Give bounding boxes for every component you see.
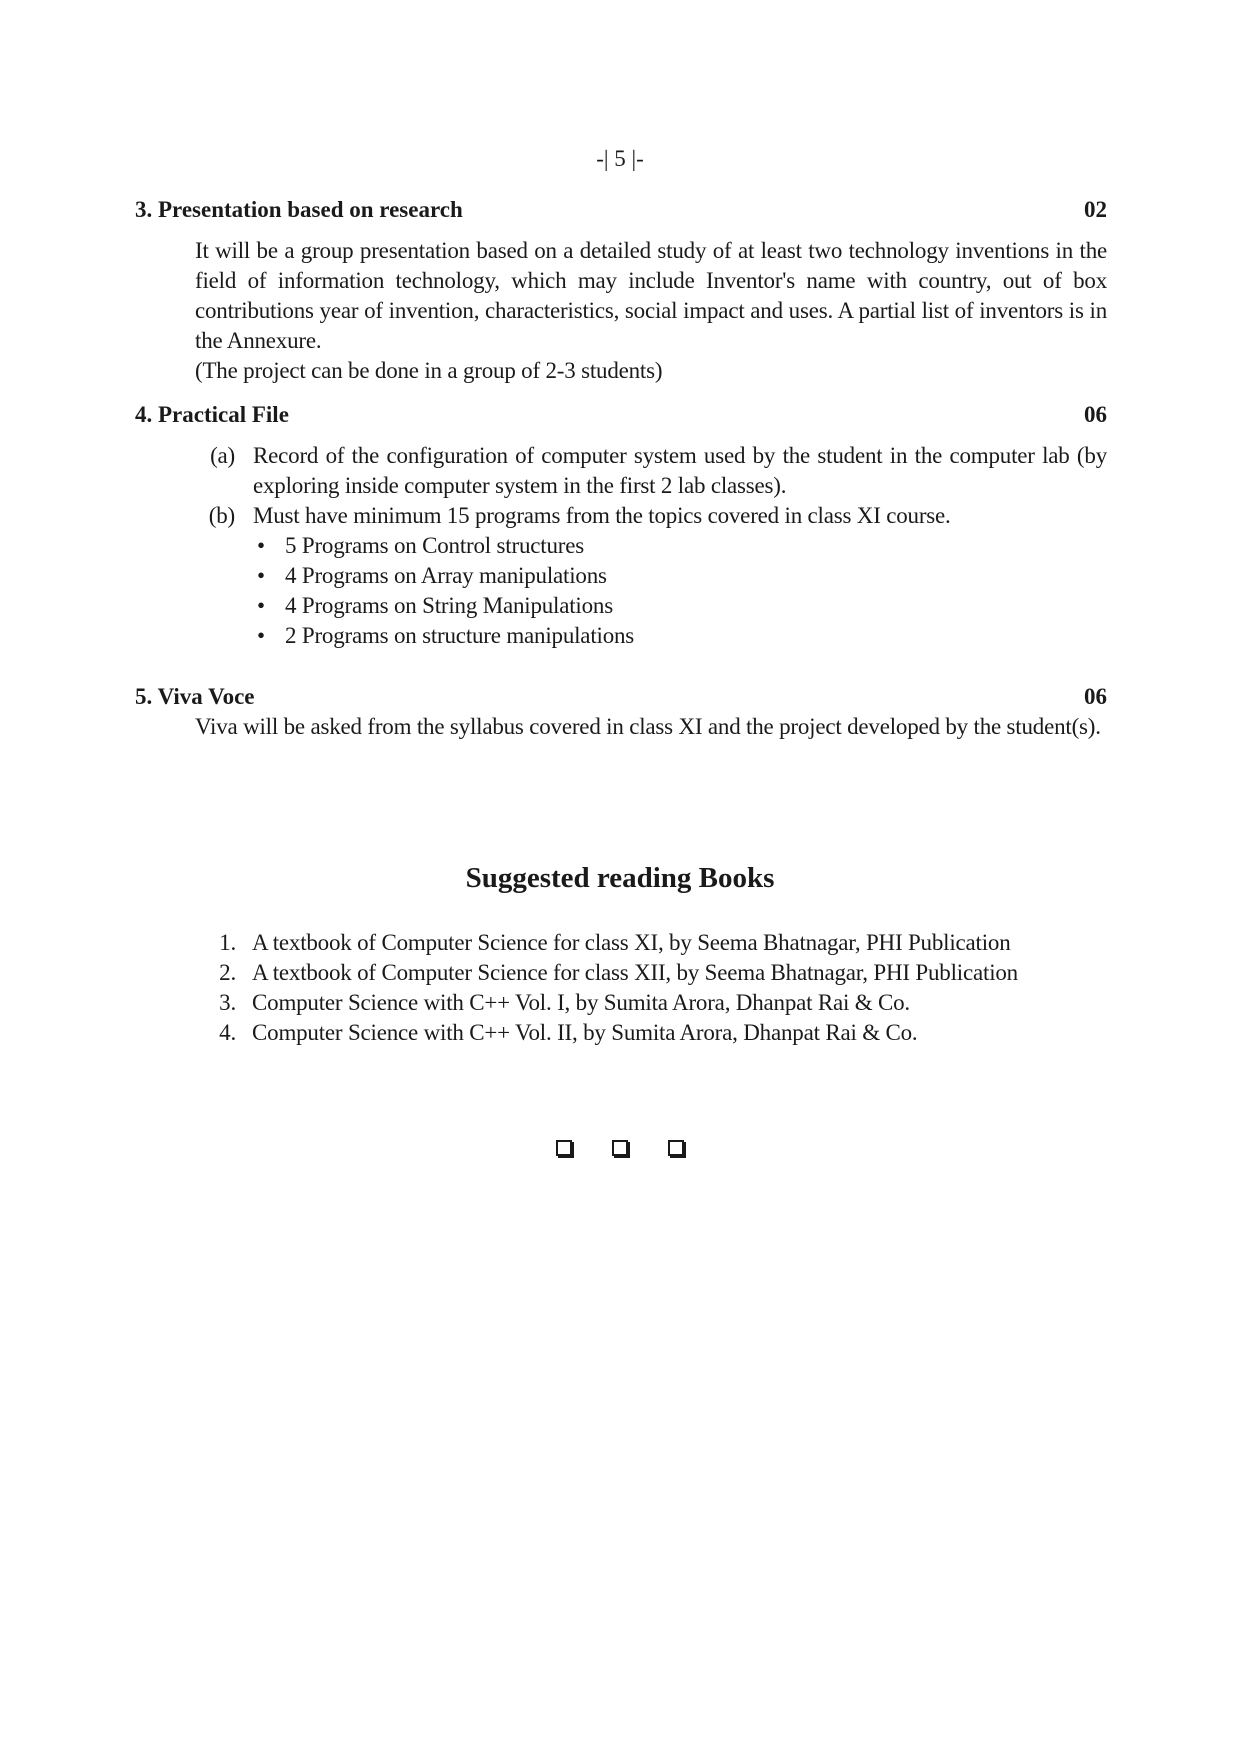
list-item (135, 441, 1107, 501)
box-mark-icon (668, 1140, 684, 1156)
book-number: 4. (219, 1020, 236, 1045)
item-list (135, 441, 1107, 531)
book-list (200, 928, 1100, 1048)
bullet-icon: • (257, 623, 265, 648)
bullet-text: 4 Programs on String Manipulations (285, 593, 613, 618)
item-text: Record of the configuration of computer system used by the student in the computer lab (by exploring inside computer system in the first 2 lab classes). (253, 443, 1107, 498)
section-marks: 06 (1084, 402, 1107, 427)
section-viva-voce (135, 682, 1107, 742)
section-presentation (135, 195, 1107, 386)
page-number: -| 5 |- (596, 146, 644, 171)
section-marks: 06 (1084, 684, 1107, 709)
bullet-item (253, 561, 1107, 591)
book-text: Computer Science with C++ Vol. II, by Sumita Arora, Dhanpat Rai & Co. (252, 1020, 918, 1045)
program-bullet-list (253, 531, 1107, 651)
item-text: Must have minimum 15 programs from the topics covered in class XI course. (253, 503, 951, 528)
end-marks (0, 1140, 1240, 1156)
box-mark-icon (556, 1140, 572, 1156)
item-label: (b) (208, 503, 235, 528)
section-paragraph: It will be a group presentation based on a detailed study of at least two technology inventions in the field of information technology, which may include Inventor's name with country, out of box contributions year of invention, characteristics, social impact and uses. A partial list of inventors is in the Annexure. (195, 238, 1107, 353)
book-item (200, 928, 1100, 958)
section-heading (135, 682, 1107, 712)
bullet-text: 5 Programs on Control structures (285, 533, 584, 558)
section-heading (135, 400, 1107, 430)
books-heading: Suggested reading Books (465, 862, 775, 894)
bullet-icon: • (257, 563, 265, 588)
bullet-text: 4 Programs on Array manipulations (285, 563, 607, 588)
section-marks: 02 (1084, 197, 1107, 222)
section-note: (The project can be done in a group of 2-3 students) (195, 358, 663, 383)
section-title: 5. Viva Voce (135, 684, 255, 709)
bullet-icon: • (257, 593, 265, 618)
book-item (200, 988, 1100, 1018)
book-number: 3. (219, 990, 236, 1015)
bullet-icon: • (257, 533, 265, 558)
book-text: A textbook of Computer Science for class XII, by Seema Bhatnagar, PHI Publication (252, 960, 1018, 985)
book-item (200, 958, 1100, 988)
box-mark-icon (612, 1140, 628, 1156)
section-title: 3. Presentation based on research (135, 197, 463, 222)
section-title: 4. Practical File (135, 402, 289, 427)
book-item (200, 1018, 1100, 1048)
book-text: Computer Science with C++ Vol. I, by Sumita Arora, Dhanpat Rai & Co. (252, 990, 910, 1015)
section-paragraph: Viva will be asked from the syllabus covered in class XI and the project developed by the student(s). (195, 714, 1101, 739)
item-label: (a) (210, 443, 235, 468)
bullet-item (253, 621, 1107, 651)
bullet-item (253, 591, 1107, 621)
list-item (135, 501, 1107, 531)
book-text: A textbook of Computer Science for class XI, by Seema Bhatnagar, PHI Publication (252, 930, 1011, 955)
section-heading (135, 195, 1107, 225)
bullet-text: 2 Programs on structure manipulations (285, 623, 635, 648)
book-number: 1. (219, 930, 236, 955)
bullet-item (253, 531, 1107, 561)
book-number: 2. (219, 960, 236, 985)
section-practical-file (135, 400, 1107, 651)
